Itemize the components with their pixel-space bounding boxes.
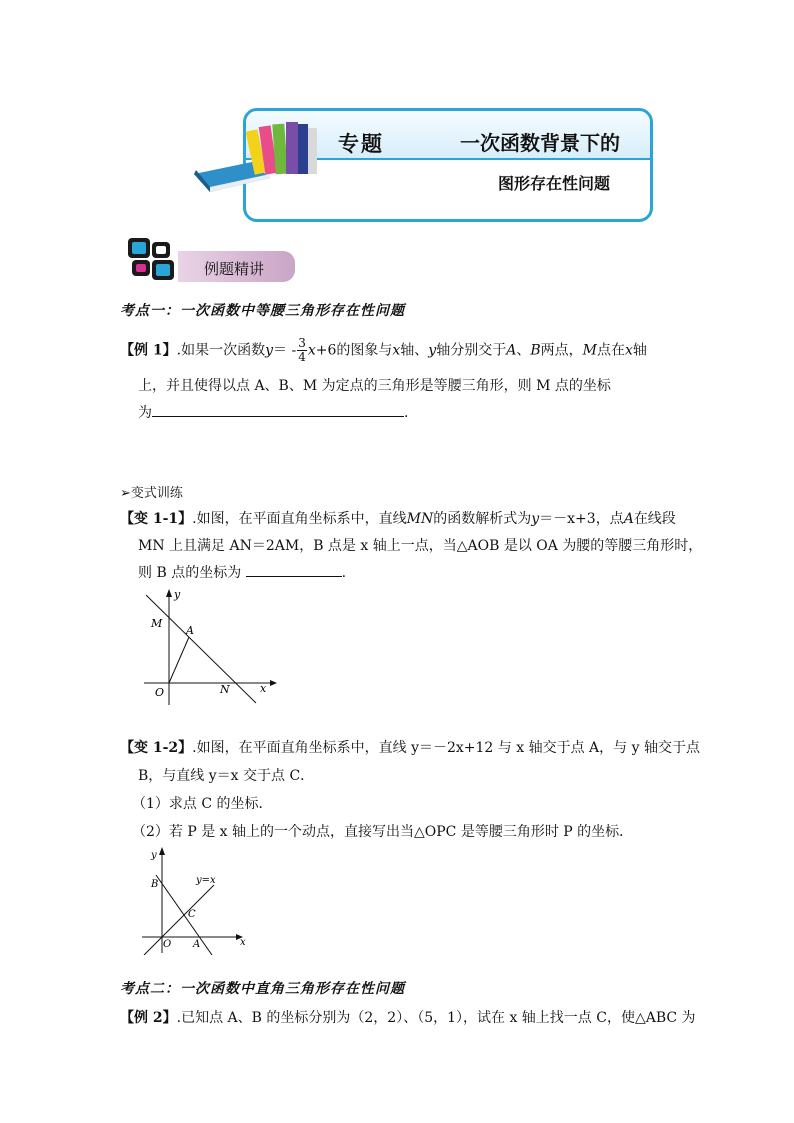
fraction-3-4: $\frac{3}{4}$ [298, 336, 306, 364]
v11-tag: 【变 1-1】 [120, 511, 193, 527]
ex1-answer-blank[interactable] [152, 402, 404, 417]
v12-q1: （1）求点 C 的坐标． [132, 796, 273, 812]
v11-line2: MN 上且满足 AN＝2AM，B 点是 x 轴上一点，当△AOB 是以 OA 为腰的等腰三角形时， [138, 538, 703, 554]
ex1-line2: 上，并且使得以点 A、B、M 为定点的三角形是等腰三角形，则 M 点的坐标 [138, 378, 611, 394]
v11-answer-blank[interactable] [246, 562, 342, 577]
fig1-y-arrow [166, 589, 172, 597]
figure-1-graph [136, 585, 281, 710]
fig2-label-o: O [163, 939, 172, 950]
ex1-line3: 为 . [138, 402, 408, 422]
v12-q2: （2）若 P 是 x 轴上的一个动点，直接写出当△OPC 是等腰三角形时 P 的坐标． [132, 824, 634, 840]
section-label: 例题精讲 [204, 260, 265, 278]
v12-tag: 【变 1-2】 [120, 740, 193, 756]
fig2-label-b: B [151, 879, 159, 890]
fig1-x-arrow [270, 680, 277, 686]
banner-zhuanti: 专题 [338, 131, 384, 156]
fig1-label-n: N [220, 683, 230, 696]
ex2-line1: 【例 2】.已知点 A、B 的坐标分别为（2，2）、（5，1），试在 x 轴上找一点 C，使△ABC 为 [120, 1010, 696, 1026]
fig2-label-c: C [188, 909, 196, 920]
fig2-label-yx: y=x [196, 875, 216, 886]
v12-line2: B，与直线 y＝x 交于点 C． [138, 768, 315, 784]
v11-line1: 【变 1-1】.如图，在平面直角坐标系中，直线MN的函数解析式为y＝－x+3，点A在线段 [120, 511, 676, 527]
fig1-label-x: x [260, 682, 267, 695]
kaodian2-heading: 考点二：一次函数中直角三角形存在性问题 [120, 981, 405, 997]
figure-2-graph [136, 845, 251, 955]
ex1-line1: 【例 1】.如果一次函数y＝ - $\frac{3}{4}$ x+6的图象与x轴、y轴分别交于A、B两点，M点在x轴 [120, 336, 647, 364]
banner-title-line1: 一次函数背景下的 [460, 131, 620, 155]
ex1-tag: 【例 1】 [120, 342, 177, 359]
banner-title-line2: 图形存在性问题 [498, 174, 611, 193]
fig1-label-a: A [186, 624, 194, 637]
ex2-tag: 【例 2】 [120, 1010, 177, 1026]
variant-heading: ➢变式训练 [120, 486, 183, 501]
v12-line1: 【变 1-2】.如图，在平面直角坐标系中，直线 y＝－2x+12 与 x 轴交于点 A，与 y 轴交于点 [120, 740, 700, 756]
fig1-segment-oa [169, 637, 189, 683]
squares-icon [126, 236, 176, 282]
fig2-label-x: x [240, 937, 246, 948]
fig1-label-m: M [151, 617, 163, 630]
fig2-y-arrow [159, 847, 165, 855]
books-icon [190, 118, 340, 194]
v11-line3: 则 B 点的坐标为 . [138, 562, 346, 582]
fig1-label-o: O [155, 686, 165, 699]
fig2-label-y: y [151, 850, 157, 861]
fig2-line-yx [144, 885, 214, 955]
fig2-label-a: A [193, 939, 201, 950]
fig1-label-y: y [174, 588, 181, 601]
kaodian1-heading: 考点一：一次函数中等腰三角形存在性问题 [120, 303, 405, 319]
